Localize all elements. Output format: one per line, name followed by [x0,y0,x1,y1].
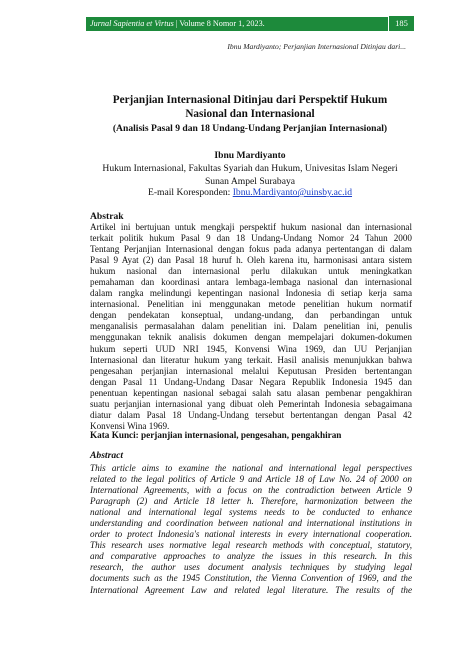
abstract-heading: Abstract [90,450,124,461]
text-line: menggunakan teknik analisis dokumen dengan mempelajari dokumen-dokumen [90,332,412,343]
title-line-2: Nasional dan Internasional [185,108,315,120]
text-line: International Agreement Law and related legal literature. The results of the [90,584,412,595]
text-line: This research uses normative legal research methods with conceptual, statutory, [90,540,412,551]
text-line: dengan Pasal 11 Undang-Undang Dasar Negara Republik Indonesia 1945 dan [90,376,412,387]
journal-name: Jurnal Sapientia et Virtus [90,19,174,28]
email-label: E-mail Koresponden: [147,187,233,198]
text-line: Artikel ini bertujuan untuk mengkaji perspektif hukum nasional dan internasional [90,222,412,232]
title-line-1: Perjanjian Internasional Ditinjau dari Perspektif Hukum [112,94,388,106]
text-line: national and international legal systems needs to be conducted to enhance [90,507,412,518]
running-head: Ibnu Mardiyanto; Perjanjian Internasional Ditinjau dari... [227,42,406,51]
text-line: terkait politik hukum Pasal 9 dan 18 Undang-Undang Nomor 24 Tahun 2000 [90,233,412,244]
abstract-body [90,463,412,596]
text-line: dengan pendekatan konseptual, undang-undang, dan perbandingan untuk [90,310,412,321]
keywords: Kata Kunci: perjanjian internasional, pengesahan, pengakhiran [90,430,342,440]
text-line: This article aims to examine the national and international legal perspectives [90,463,412,473]
text-line: understanding and coordination between national and international institutions in [90,518,412,529]
text-line: and comparative approaches to analyze the issues in this research. In this [90,551,412,562]
abstrak-body [90,222,412,432]
text-line: hukum seperti UUD NRI 1945, Konvensi Wina 1969, dan UU Perjanjian [90,343,412,354]
text-line: pengesahan perjanjian internasional melalui Keputusan Presiden bertentangan [90,365,412,376]
text-line: Pasal 9 Ayat (2) dan Pasal 18 huruf h. Oleh karena itu, harmonisasi antara sistem [90,255,412,266]
text-line: diatur dalam Pasal 18 Undang-Undang tersebut bertentangan dengan Pasal 42 [90,409,412,420]
email-link[interactable]: Ibnu.Mardiyanto@uinsby.ac.id [232,187,353,198]
text-line: Tentang Perjanjian Internasional dengan fokus pada adanya pertentangan di dalam [90,244,412,255]
journal-header [90,17,265,31]
text-line: internasional. Penelitian ini menggunakan metode penelitian hukum normatif [90,299,412,310]
text-line: pemahaman dan koordinasi antara lembaga-lembaga nasional dan internasional [90,277,412,288]
page-number: 185 [388,15,415,32]
text-line: menganalisis permasalahan dalam penelitian ini. Dalam penelitian ini, penulis [90,321,412,332]
text-line: suatu perjanjian internasional yang dibuat oleh Pemerintah Indonesia sebagaimana [90,398,412,409]
text-line: Internasional dan literatur hukum yang terkait. Hasil analisis menunjukkan bahwa [90,354,412,365]
text-line: International Agreements, with a focus on the contradiction between Article 9 [90,485,412,496]
author-affiliation [86,163,414,188]
author-name: Ibnu Mardiyanto [214,150,286,161]
journal-volume: | Volume 8 Nomor 1, 2023. [173,19,265,28]
text-line: hukum nasional dan internasional perlu dilakukan untuk meningkatkan [90,266,412,277]
article-title [86,93,414,121]
text-line: documents such as the 1945 Constitution, the Vienna Convention of 1969, and the [90,573,412,584]
text-line: penentuan kepentingan nasional sebagai salah satu alasan pembenar pengakhiran [90,387,412,398]
affiliation-line-1: Hukum Internasional, Fakultas Syariah dan Hukum, Univesitas Islam Negeri [102,163,398,174]
abstrak-heading: Abstrak [90,211,124,222]
affiliation-line-2: Sunan Ampel Surabaya [204,175,296,187]
text-line: Konvensi Wina 1969. [90,420,170,431]
text-line: research, the author uses document analysis techniques by studying legal [90,562,412,573]
text-line: order to protect Indonesia's national interests in every international cooperation. [90,529,412,540]
article-subtitle: (Analisis Pasal 9 dan 18 Undang-Undang Perjanjian Internasional) [112,123,388,134]
text-line: Paragraph (2) and Article 18 letter h. Therefore, harmonization between the [90,496,412,507]
text-line: dalam rangka melindungi kepentingan nasional Indonesia di setiap kerja sama [90,288,412,299]
text-line: related to the legal politics of Article 9 and Article 18 of Law No. 24 of 2000 on [90,474,412,485]
author-email [86,187,414,200]
